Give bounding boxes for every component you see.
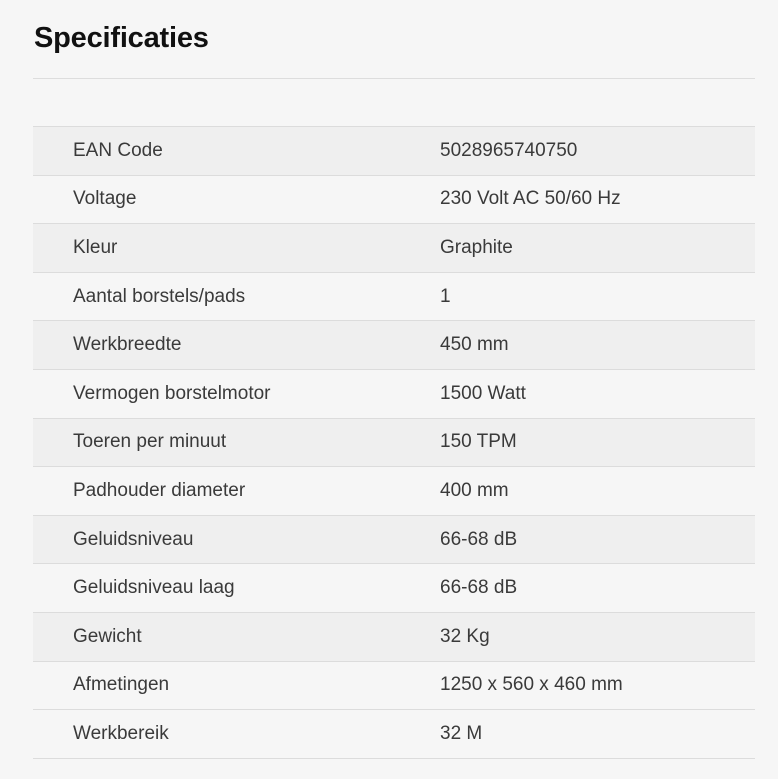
title-divider (33, 78, 755, 79)
spec-label: Werkbreedte (73, 334, 182, 356)
spec-label: Kleur (73, 236, 118, 258)
spec-value: 32 M (440, 722, 483, 744)
spec-row (33, 175, 755, 224)
spec-value: 450 mm (440, 334, 509, 356)
spec-value: 66-68 dB (440, 528, 518, 550)
spec-row (33, 369, 755, 418)
spec-row (33, 467, 755, 516)
spec-value: 150 TPM (440, 431, 517, 453)
spec-row (33, 661, 755, 710)
spec-row (33, 710, 755, 759)
spec-row (33, 224, 755, 273)
spec-row (33, 321, 755, 370)
spec-row (33, 127, 755, 176)
spec-value: 32 Kg (440, 625, 490, 647)
spec-label: Voltage (73, 188, 137, 210)
spec-label: Werkbereik (73, 722, 169, 744)
spec-value: Graphite (440, 236, 513, 258)
spec-value: 1 (440, 285, 451, 307)
spec-label: Afmetingen (73, 674, 170, 696)
spec-label: Aantal borstels/pads (73, 285, 246, 307)
spec-value: 400 mm (440, 479, 509, 501)
spec-row (33, 418, 755, 467)
spec-value: 1250 x 560 x 460 mm (440, 674, 623, 696)
spec-label: Vermogen borstelmotor (73, 382, 271, 404)
spec-label: Padhouder diameter (73, 479, 246, 501)
spec-row (33, 612, 755, 661)
spec-row (33, 564, 755, 613)
spec-label: EAN Code (73, 139, 163, 161)
section-title: Specificaties (34, 22, 209, 54)
spec-label: Toeren per minuut (73, 431, 227, 453)
spec-row (33, 515, 755, 564)
spec-label: Gewicht (73, 625, 142, 647)
spec-value: 5028965740750 (440, 139, 578, 161)
spec-label: Geluidsniveau (73, 528, 194, 550)
spec-value: 230 Volt AC 50/60 Hz (440, 188, 621, 210)
specifications-table (33, 126, 755, 759)
spec-value: 66-68 dB (440, 577, 518, 599)
spec-value: 1500 Watt (440, 382, 526, 404)
spec-row (33, 272, 755, 321)
spec-label: Geluidsniveau laag (73, 577, 235, 599)
